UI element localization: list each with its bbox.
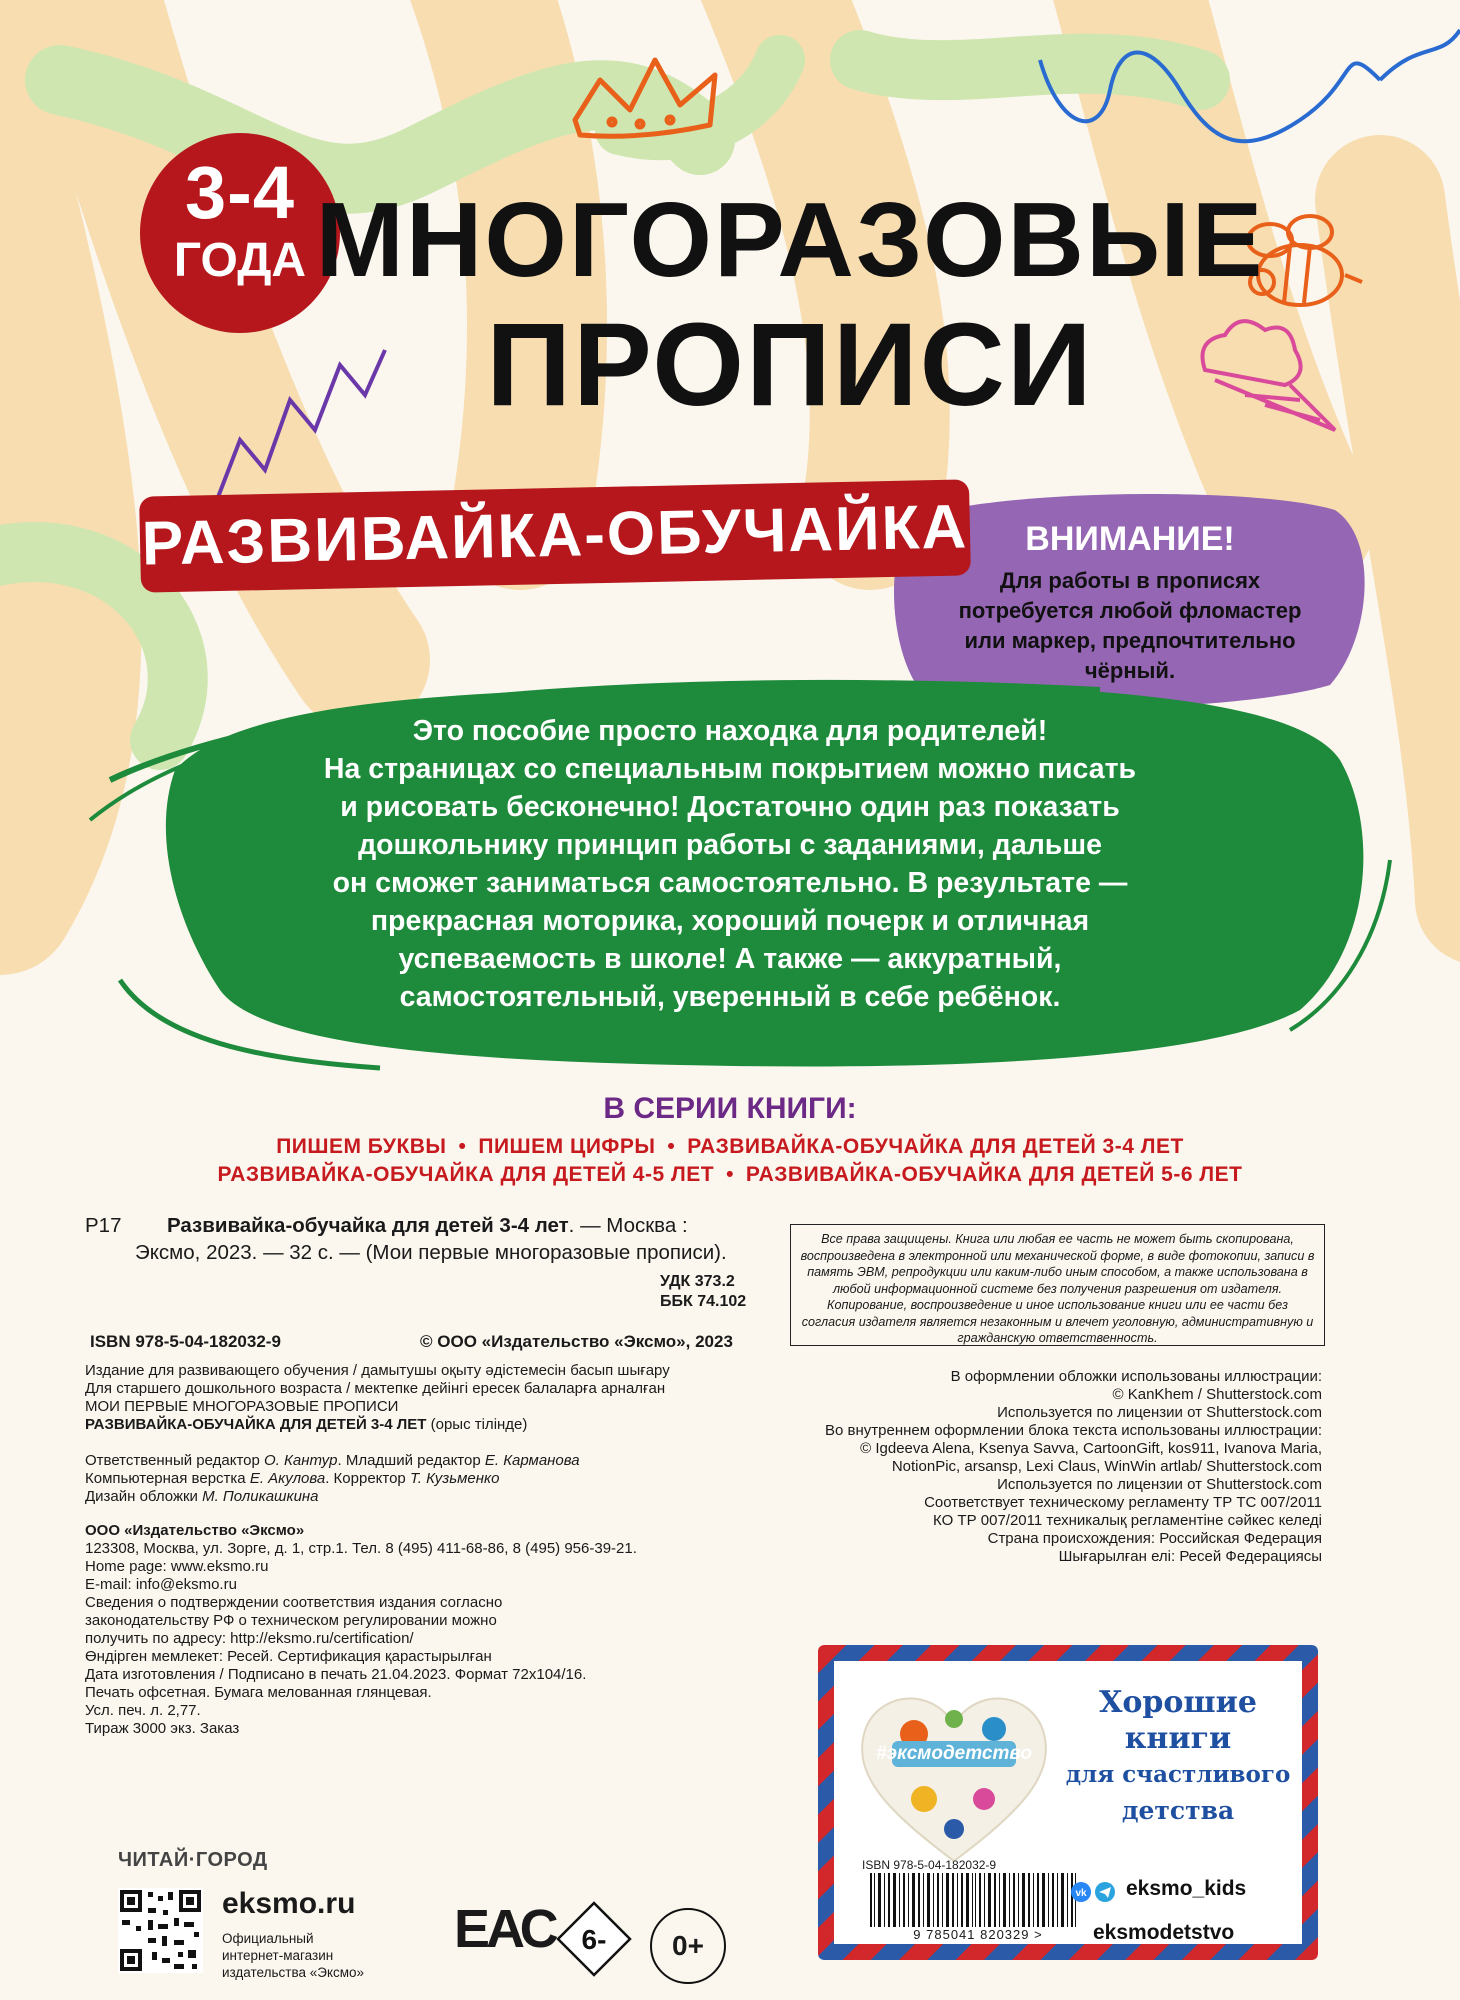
- imprint-line: МОИ ПЕРВЫЕ МНОГОРАЗОВЫЕ ПРОПИСИ: [85, 1398, 399, 1415]
- imprint-line: Издание для развивающего обучения / дамытушы оқыту әдістемесін басып шығару: [85, 1362, 670, 1379]
- series-item: РАЗВИВАЙКА-ОБУЧАЙКА ДЛЯ ДЕТЕЙ 5-6 ЛЕТ: [745, 1163, 1243, 1186]
- slogan-line: книги: [1124, 1721, 1232, 1756]
- publisher-line: Сведения о подтверждении соответствия издания согласно: [85, 1594, 503, 1611]
- publisher-line: Дата изготовления / Подписано в печать 21.04.2023. Формат 72х104/16.: [85, 1666, 587, 1683]
- staff-list: [85, 1452, 580, 1506]
- credits-right: [825, 1368, 1322, 1566]
- publisher-info: [85, 1522, 637, 1738]
- credit-line: Шығарылған елі: Ресей Федерациясы: [1058, 1548, 1322, 1565]
- publisher-line: Home page: www.eksmo.ru: [85, 1558, 269, 1575]
- publisher-line: E-mail: info@eksmo.ru: [85, 1576, 237, 1593]
- description-line: прекрасная моторика, хороший почерк и отличная: [370, 905, 1090, 937]
- publisher-line: Усл. печ. л. 2,77.: [85, 1702, 201, 1719]
- heart-icon: [854, 1679, 1054, 1869]
- staff-line: [85, 1452, 580, 1470]
- staff-role: . Младший редактор: [337, 1452, 485, 1469]
- age-badge-word: ГОДА: [173, 234, 307, 287]
- credit-line: © Igdeeva Alena, Ksenya Savva, CartoonGift, kos911, Ivanova Maria,: [860, 1440, 1322, 1457]
- publisher-line: 123308, Москва, ул. Зорге, д. 1, стр.1. Тел. 8 (495) 411-68-86, 8 (495) 956-39-21.: [85, 1540, 637, 1557]
- udk: УДК 373.2: [660, 1273, 735, 1290]
- series-item: РАЗВИВАЙКА-ОБУЧАЙКА ДЛЯ ДЕТЕЙ 4-5 ЛЕТ: [217, 1163, 715, 1186]
- qr-code-icon[interactable]: [118, 1888, 203, 1973]
- hashtag-label: #эксмодетство: [876, 1743, 1032, 1764]
- attention-title: ВНИМАНИЕ!: [1025, 520, 1235, 558]
- series-title: В СЕРИИ КНИГИ:: [603, 1092, 857, 1125]
- credit-line: Используется по лицензии от Shutterstock.com: [997, 1404, 1322, 1421]
- description-line: успеваемость в школе! А также — аккуратный,: [398, 943, 1062, 975]
- age-6-label: 6-: [581, 1924, 607, 1955]
- series-item: ПИШЕМ БУКВЫ: [276, 1135, 447, 1158]
- svg-text:vk: vk: [1075, 1888, 1087, 1899]
- staff-role: Ответственный редактор: [85, 1452, 265, 1469]
- staff-role: . Корректор: [325, 1470, 410, 1487]
- staff-name: Е. Карманова: [484, 1452, 580, 1469]
- series-separator: •: [726, 1163, 734, 1186]
- site-note-line: издательства «Эксмо»: [222, 1965, 365, 1980]
- credit-line: Во внутреннем оформлении блока текста использованы иллюстрации:: [825, 1422, 1322, 1439]
- attention-text: [940, 566, 1320, 686]
- slogan-line: для счастливого: [1065, 1761, 1291, 1788]
- credit-line: КО ТР 007/2011 техникалық регламентіне сәйкес келеді: [933, 1512, 1322, 1529]
- attention-line: или маркер, предпочтительно: [964, 628, 1296, 653]
- site-note-line: Официальный: [222, 1931, 314, 1946]
- imprint-line: Для старшего дошкольного возраста / мектепке дейінгі ересек балаларға арналған: [85, 1380, 666, 1397]
- credit-line: Соответствует техническому регламенту ТР ТС 007/2011: [924, 1494, 1322, 1511]
- staff-name: О. Кантур: [264, 1452, 338, 1469]
- credit-line: Страна происхождения: Российская Федерация: [987, 1530, 1322, 1547]
- telegram-icon: [1095, 1882, 1115, 1902]
- eac-mark-icon: ЕАС: [454, 1899, 555, 1959]
- social-icons: [1070, 1881, 1122, 1903]
- attention-line: потребуется любой фломастер: [958, 598, 1302, 623]
- biblio-code: Р17: [85, 1214, 122, 1237]
- vk-icon: [1071, 1882, 1091, 1902]
- series-ribbon: РАЗВИВАЙКА-ОБУЧАЙКА: [139, 479, 971, 592]
- biblio-title: Развивайка-обучайка для детей 3-4 лет: [167, 1214, 569, 1237]
- imprint-title-line: [85, 1416, 670, 1434]
- description-line: он сможет заниматься самостоятельно. В результате —: [332, 867, 1128, 899]
- staff-line: [85, 1488, 580, 1506]
- series-list-line1: [0, 1135, 1460, 1159]
- copyright-text: © ООО «Издательство «Эксмо», 2023: [420, 1332, 733, 1351]
- social-handle-kids[interactable]: eksmo_kids: [1126, 1877, 1247, 1900]
- card-slogan: [1063, 1685, 1293, 1829]
- age-6-diamond: [555, 1900, 633, 1978]
- credit-line: В оформлении обложки использованы иллюстрации:: [950, 1368, 1322, 1385]
- series-list-line2: [0, 1163, 1460, 1187]
- credit-line: NotionPic, arsansp, Lexi Claus, WinWin artlab/ Shutterstock.com: [891, 1458, 1322, 1475]
- publisher-line: законодательству РФ о техническом регулировании можно: [85, 1612, 497, 1629]
- bbk: ББК 74.102: [660, 1293, 747, 1310]
- eksmo-site[interactable]: eksmo.ru: [222, 1887, 356, 1920]
- book-title-line2: ПРОПИСИ: [486, 299, 1094, 431]
- eksmo-site-note: [222, 1930, 364, 1981]
- description-line: самостоятельный, уверенный в себе ребёнок.: [399, 981, 1061, 1013]
- series-item: РАЗВИВАЙКА-ОБУЧАЙКА ДЛЯ ДЕТЕЙ 3-4 ЛЕТ: [687, 1135, 1184, 1158]
- imprint-left: [85, 1362, 670, 1434]
- staff-name: Т. Кузьменко: [409, 1470, 500, 1487]
- publisher-line: Печать офсетная. Бумага мелованная глянцевая.: [85, 1684, 432, 1701]
- description-line: дошкольнику принцип работы с заданиями, дальше: [358, 829, 1102, 861]
- attention-note: [900, 508, 1360, 708]
- series-item: ПИШЕМ ЦИФРЫ: [478, 1135, 656, 1158]
- staff-role: Компьютерная верстка: [85, 1470, 250, 1487]
- slogan-line: Хорошие: [1099, 1685, 1257, 1720]
- book-title-line1: МНОГОРАЗОВЫЕ: [315, 181, 1265, 299]
- isbn-text: ISBN 978-5-04-182032-9: [90, 1332, 281, 1351]
- udk-bbk: [660, 1272, 770, 1312]
- publisher-line: Өндірген мемлекет: Ресей. Сертификация қарастырылған: [85, 1648, 492, 1665]
- biblio-line2: Эксмо, 2023. — 32 с. — (Мои первые многоразовые прописи).: [135, 1241, 727, 1264]
- barcode-isbn: ISBN 978-5-04-182032-9: [862, 1858, 997, 1872]
- description-line: На страницах со специальным покрытием можно писать: [323, 753, 1137, 785]
- publisher-name: ООО «Издательство «Эксмо»: [85, 1522, 305, 1539]
- rights-notice: Все права защищены. Книга или любая ее часть не может быть скопирована, воспроизведена в электронной или механической форме, в виде фотокопии, записи в память ЭВМ, репродукции или каким-либо иным способом, а также использована в любой информационной системе без получения разрешения от издателя. Копирование, воспроизведение и иное использование книги или ее части без согласия издателя является незаконным и влечет уголовную, административную и гражданскую ответственность.: [790, 1224, 1325, 1346]
- site-note-line: интернет-магазин: [222, 1948, 334, 1963]
- chitai-gorod-logo: ЧИТАЙ·ГОРОД: [118, 1849, 268, 1871]
- publisher-line: Тираж 3000 экз. Заказ: [85, 1720, 240, 1737]
- slogan-line: детства: [1121, 1796, 1235, 1825]
- biblio-rest: . — Москва :: [568, 1214, 688, 1237]
- attention-line: Для работы в прописях: [999, 568, 1261, 593]
- imprint-title-note: (орыс тілінде): [426, 1416, 528, 1433]
- social-handle-detstvo[interactable]: eksmodetstvo: [1093, 1921, 1235, 1944]
- staff-role: Дизайн обложки: [85, 1488, 203, 1505]
- description-line: Это пособие просто находка для родителей!: [412, 715, 1048, 747]
- barcode-digits: 9 785041 820329 >: [862, 1927, 1094, 1942]
- attention-line: чёрный.: [1084, 658, 1176, 683]
- imprint-title: РАЗВИВАЙКА-ОБУЧАЙКА ДЛЯ ДЕТЕЙ 3-4 ЛЕТ: [85, 1416, 427, 1433]
- age-badge-number: 3-4: [185, 151, 295, 234]
- staff-name: Е. Акулова: [249, 1470, 326, 1487]
- credit-line: © KanKhem / Shutterstock.com: [1112, 1386, 1322, 1403]
- staff-name: М. Поликашкина: [202, 1488, 319, 1505]
- credit-line: Используется по лицензии от Shutterstock.com: [997, 1476, 1322, 1493]
- book-description: [230, 712, 1230, 1016]
- description-line: и рисовать бесконечно! Достаточно один раз показать: [340, 791, 1120, 823]
- biblio-line1: [167, 1212, 688, 1239]
- publisher-line: получить по адресу: http://eksmo.ru/certification/: [85, 1630, 414, 1647]
- staff-line: [85, 1470, 580, 1488]
- series-separator: •: [458, 1135, 467, 1158]
- postcard-panel: [818, 1645, 1318, 1960]
- series-separator: •: [667, 1135, 676, 1158]
- age-0-circle: 0+: [650, 1908, 726, 1984]
